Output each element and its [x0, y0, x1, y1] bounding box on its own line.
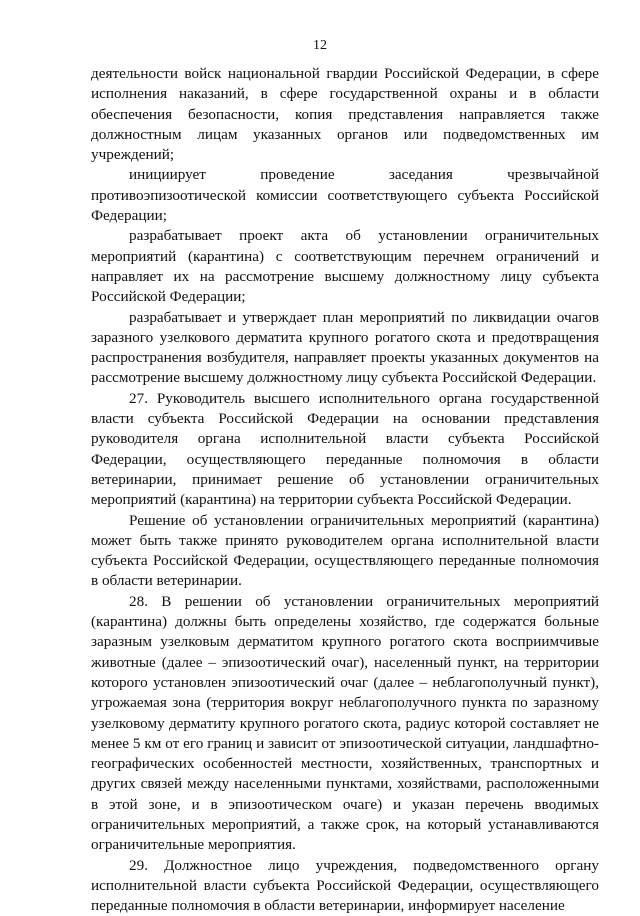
paragraph-27-decision: Решение об установлении ограничительных мероприятий (карантина) может быть также принято руководителем органа исполнительной власти субъекта Российской Федерации, осуществляющего переданные полномочия в области ветеринарии.: [91, 511, 599, 590]
page-number: 12: [313, 38, 327, 53]
paragraph-27: 27. Руководитель высшего исполнительного органа государственной власти субъекта Российской Федерации на основании представления руководителя органа исполнительной власти субъекта Российской Федерации, осуществляющего переданные полномочия в области ветеринарии, принимает решение об установлении ограничительных мероприятий (карантина) на территории субъекта Российской Федерации.: [91, 389, 599, 509]
paragraph-initiates-meeting: инициирует проведение заседания чрезвычайной противоэпизоотической комиссии соответствующего субъекта Российской Федерации;: [91, 166, 599, 225]
paragraph-28: 28. В решении об установлении ограничительных мероприятий (карантина) должны быть определены хозяйство, где содержатся больные заразным узелковым дерматитом крупного рогатого скота восприимчивые животные (далее – эпизоотический очаг), населенный пункт, на территории которого установлен эпизоотический очаг (далее – неблагополучный пункт), угрожаемая зона (территория вокруг неблагополучного пункта по заразному узелковому дерматиту крупного рогатого скота, радиус которой составляет не менее 5 км от его границ и зависит от эпизоотической ситуации, ландшафтно-географических особенностей местности, хозяйственных, транспортных и других связей между населенными пунктами, хозяйствами, расположенными в этой зоне, и в эпизоотическом очаге) и указан перечень вводимых ограничительных мероприятий, а также срок, на который устанавливаются ограничительные мероприятия.: [91, 592, 599, 854]
paragraph-29: 29. Должностное лицо учреждения, подведомственного органу исполнительной власти субъекта Российской Федерации, осуществляющего переданные полномочия в области ветеринарии, информирует население: [91, 856, 599, 915]
paragraph-continuation: деятельности войск национальной гвардии Российской Федерации, в сфере исполнения наказаний, в сфере государственной охраны и в области обеспечения безопасности, копия представления направляется также должностным лицам указанных органов или подведомственных им учреждений;: [91, 65, 599, 164]
paragraph-action-plan: разрабатывает и утверждает план мероприятий по ликвидации очагов заразного узелкового дерматита крупного рогатого скота и предотвращения распространения возбудителя, направляет проекты указанных документов на рассмотрение высшему должностному лицу субъекта Российской Федерации.: [91, 308, 599, 387]
document-body: [91, 64, 599, 916]
paragraph-draft-act: разрабатывает проект акта об установлении ограничительных мероприятий (карантина) с соответствующим перечнем ограничений и направляет их на рассмотрение высшему должностному лицу субъекта Российской Федерации;: [91, 227, 599, 306]
